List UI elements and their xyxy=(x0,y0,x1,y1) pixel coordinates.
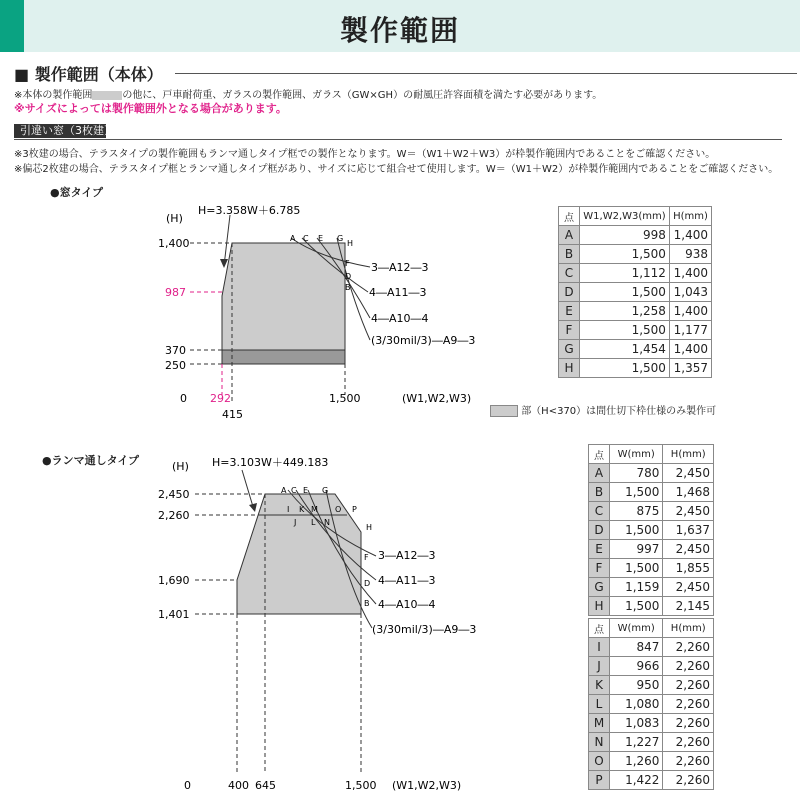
h-axis-label-2: (H) xyxy=(172,460,189,473)
cell-point: A xyxy=(559,226,580,245)
cell-h: 2,260 xyxy=(663,657,714,676)
cell-w: 950 xyxy=(610,676,663,695)
table-row xyxy=(589,502,714,521)
cell-h: 1,468 xyxy=(663,483,714,502)
cell-w: 1,500 xyxy=(610,597,663,616)
table-header-row xyxy=(589,445,714,464)
pt2-E: E xyxy=(303,486,309,495)
pt-G: G xyxy=(337,234,344,243)
cell-h: 2,260 xyxy=(663,638,714,657)
page-title: 製作範囲 xyxy=(339,14,460,47)
pt2-L: L xyxy=(311,518,316,527)
cell-point: G xyxy=(589,578,610,597)
cell-point: I xyxy=(589,638,610,657)
cell-h: 2,145 xyxy=(663,597,714,616)
cell-point: F xyxy=(589,559,610,578)
cell-w: 1,159 xyxy=(610,578,663,597)
ranma-type-title: ●ランマ通しタイプ xyxy=(42,454,140,467)
col-w: W1,W2,W3(mm) xyxy=(580,207,670,226)
pt-C: C xyxy=(303,234,309,243)
line-a9: (3/30mil/3)―A9―3 xyxy=(371,334,476,347)
pt-B: B xyxy=(345,283,351,292)
cell-h: 1,400 xyxy=(669,302,711,321)
cell-point: G xyxy=(559,340,580,359)
cell-w: 1,227 xyxy=(610,733,663,752)
line-a11: 4―A11―3 xyxy=(369,286,427,299)
x2-tick-1500: 1,500 xyxy=(345,779,377,792)
cell-point: B xyxy=(559,245,580,264)
x-tick-292: 292 xyxy=(210,392,231,405)
cell-h: 2,260 xyxy=(663,714,714,733)
cell-point: K xyxy=(589,676,610,695)
pt2-P: P xyxy=(352,505,357,514)
cell-h: 938 xyxy=(669,245,711,264)
table-row xyxy=(589,597,714,616)
cell-h: 2,450 xyxy=(663,578,714,597)
table-header-row xyxy=(589,619,714,638)
x-tick-415: 415 xyxy=(222,408,243,421)
col-point: 点 xyxy=(589,445,610,464)
cell-w: 1,080 xyxy=(610,695,663,714)
cell-point: C xyxy=(559,264,580,283)
pt2-A: A xyxy=(281,486,287,495)
sub-note-2: ※偏芯2枚建の場合、テラスタイプ框とランマ通しタイプ框があり、サイズに応じて組合せて使用します。W＝（W1＋W2）が枠製作範囲内であることをご確認ください。 xyxy=(14,164,779,175)
cell-point: L xyxy=(589,695,610,714)
cell-point: A xyxy=(589,464,610,483)
cell-w: 1,500 xyxy=(580,283,670,302)
cell-w: 1,454 xyxy=(580,340,670,359)
pt2-J: J xyxy=(294,518,297,527)
formula: H=3.358W＋6.785 xyxy=(198,204,301,217)
cell-point: M xyxy=(589,714,610,733)
cell-h: 1,637 xyxy=(663,521,714,540)
cell-h: 2,450 xyxy=(663,502,714,521)
pt2-M: M xyxy=(311,505,318,514)
table-row xyxy=(559,226,712,245)
cell-h: 2,260 xyxy=(663,733,714,752)
table-row xyxy=(559,340,712,359)
x2-tick-0: 0 xyxy=(184,779,191,792)
cell-w: 1,083 xyxy=(610,714,663,733)
formula-2: H=3.103W＋449.183 xyxy=(212,456,329,469)
table-row xyxy=(589,695,714,714)
table-row xyxy=(589,657,714,676)
cell-w: 847 xyxy=(610,638,663,657)
window-type-table xyxy=(558,206,712,378)
y-tick-370: 370 xyxy=(165,344,186,357)
cell-h: 2,260 xyxy=(663,771,714,790)
cell-h: 1,177 xyxy=(669,321,711,340)
cell-w: 1,258 xyxy=(580,302,670,321)
cell-w: 780 xyxy=(610,464,663,483)
table-row xyxy=(559,245,712,264)
col-w: W(mm) xyxy=(610,619,663,638)
y2-tick-2450: 2,450 xyxy=(158,488,190,501)
note1-pre: ※本体の製作範囲 xyxy=(14,90,93,101)
cell-point: C xyxy=(589,502,610,521)
table-row xyxy=(559,359,712,378)
pt2-O: O xyxy=(335,505,342,514)
pt2-G: G xyxy=(322,486,329,495)
line-a10: 4―A10―4 xyxy=(371,312,429,325)
cell-w: 1,112 xyxy=(580,264,670,283)
x-tick-1500: 1,500 xyxy=(329,392,361,405)
ranma-table-1 xyxy=(588,444,714,616)
col-h: H(mm) xyxy=(669,207,711,226)
cell-w: 966 xyxy=(610,657,663,676)
legend-note xyxy=(490,402,716,417)
cell-point: D xyxy=(559,283,580,302)
pt-H: H xyxy=(347,239,354,248)
table-row xyxy=(589,521,714,540)
cell-w: 1,500 xyxy=(580,321,670,340)
formula-arrow-2 xyxy=(249,503,257,512)
cell-w: 875 xyxy=(610,502,663,521)
cell-h: 2,450 xyxy=(663,540,714,559)
pt2-K: K xyxy=(299,505,305,514)
table-row xyxy=(589,559,714,578)
cell-point: H xyxy=(589,597,610,616)
cell-w: 998 xyxy=(580,226,670,245)
sub-note-1: ※3枚建の場合、テラスタイプの製作範囲もランマ通しタイプ框での製作となります。W＝（W1＋W2＋W3）が枠製作範囲内であることをご確認ください。 xyxy=(14,149,716,160)
cell-point: E xyxy=(559,302,580,321)
table-row xyxy=(589,578,714,597)
table-row xyxy=(589,714,714,733)
note-size-warning: ※サイズによっては製作範囲外となる場合があります。 xyxy=(14,102,287,115)
cell-point: P xyxy=(589,771,610,790)
col-h: H(mm) xyxy=(663,619,714,638)
pt2-C: C xyxy=(291,486,297,495)
pt2-F: F xyxy=(364,553,369,562)
cell-h: 2,260 xyxy=(663,676,714,695)
pt2-B: B xyxy=(364,599,370,608)
table-row xyxy=(589,638,714,657)
x2-tick-400: 400 xyxy=(228,779,249,792)
table-row xyxy=(589,483,714,502)
table-row xyxy=(589,676,714,695)
note1-post: の他に、戸車耐荷重、ガラスの製作範囲、ガラス（GW×GH）の耐風圧許容面積を満たす必要があります。 xyxy=(122,90,603,101)
table-header-row xyxy=(559,207,712,226)
col-w: W(mm) xyxy=(610,445,663,464)
pt2-H: H xyxy=(366,523,373,532)
line2-a12: 3―A12―3 xyxy=(378,549,436,562)
y-tick-1400: 1,400 xyxy=(158,237,190,250)
ranma-table-2 xyxy=(588,618,714,790)
y-tick-987: 987 xyxy=(165,286,186,299)
cell-h: 1,400 xyxy=(669,264,711,283)
legend-swatch xyxy=(490,405,518,417)
h-axis-label: (H) xyxy=(166,212,183,225)
cell-point: N xyxy=(589,733,610,752)
cell-h: 1,855 xyxy=(663,559,714,578)
cell-w: 1,500 xyxy=(580,245,670,264)
col-point: 点 xyxy=(559,207,580,226)
cell-w: 1,500 xyxy=(610,483,663,502)
y-tick-250: 250 xyxy=(165,359,186,372)
cell-w: 1,500 xyxy=(610,521,663,540)
cell-point: F xyxy=(559,321,580,340)
table-row xyxy=(589,771,714,790)
cell-h: 1,400 xyxy=(669,340,711,359)
table-row xyxy=(559,321,712,340)
cell-w: 1,422 xyxy=(610,771,663,790)
col-h: H(mm) xyxy=(663,445,714,464)
section-title: ■ 製作範囲（本体） xyxy=(14,65,163,84)
cell-point: D xyxy=(589,521,610,540)
subsection-label: 引違い窓（3枚建） xyxy=(20,124,115,137)
table-row xyxy=(589,733,714,752)
line2-a11: 4―A11―3 xyxy=(378,574,436,587)
cell-h: 1,357 xyxy=(669,359,711,378)
x-tick-0: 0 xyxy=(180,392,187,405)
table-row xyxy=(589,464,714,483)
cell-h: 2,260 xyxy=(663,752,714,771)
x-axis-label: (W1,W2,W3) xyxy=(402,392,472,405)
col-point: 点 xyxy=(589,619,610,638)
y2-tick-1690: 1,690 xyxy=(158,574,190,587)
pt2-I: I xyxy=(287,505,290,514)
pt2-D: D xyxy=(364,579,371,588)
cell-h: 2,260 xyxy=(663,695,714,714)
cell-w: 1,500 xyxy=(610,559,663,578)
line2-a9: (3/30mil/3)―A9―3 xyxy=(372,623,477,636)
cell-h: 1,043 xyxy=(669,283,711,302)
cell-w: 997 xyxy=(610,540,663,559)
table-row xyxy=(589,540,714,559)
pt-E: E xyxy=(318,234,324,243)
pt-D: D xyxy=(345,272,352,281)
pt2-N: N xyxy=(324,518,330,527)
table-row xyxy=(559,283,712,302)
table-row xyxy=(559,264,712,283)
pt-A: A xyxy=(290,234,296,243)
cell-point: J xyxy=(589,657,610,676)
line-a12: 3―A12―3 xyxy=(371,261,429,274)
cell-w: 1,500 xyxy=(580,359,670,378)
y2-tick-1401: 1,401 xyxy=(158,608,190,621)
pt-F: F xyxy=(345,259,350,268)
table-row xyxy=(589,752,714,771)
formula-leader-2 xyxy=(242,470,254,510)
cell-h: 1,400 xyxy=(669,226,711,245)
cell-point: E xyxy=(589,540,610,559)
x2-tick-645: 645 xyxy=(255,779,276,792)
window-type-title: ●窓タイプ xyxy=(50,186,104,199)
cell-point: B xyxy=(589,483,610,502)
cell-point: H xyxy=(559,359,580,378)
line2-a10: 4―A10―4 xyxy=(378,598,436,611)
table-row xyxy=(559,302,712,321)
x2-axis-label: (W1,W2,W3) xyxy=(392,779,462,792)
cell-point: O xyxy=(589,752,610,771)
legend-text: 部（H<370）は間仕切下枠仕様のみ製作可 xyxy=(521,406,717,417)
y2-tick-2260: 2,260 xyxy=(158,509,190,522)
cell-w: 1,260 xyxy=(610,752,663,771)
cell-h: 2,450 xyxy=(663,464,714,483)
